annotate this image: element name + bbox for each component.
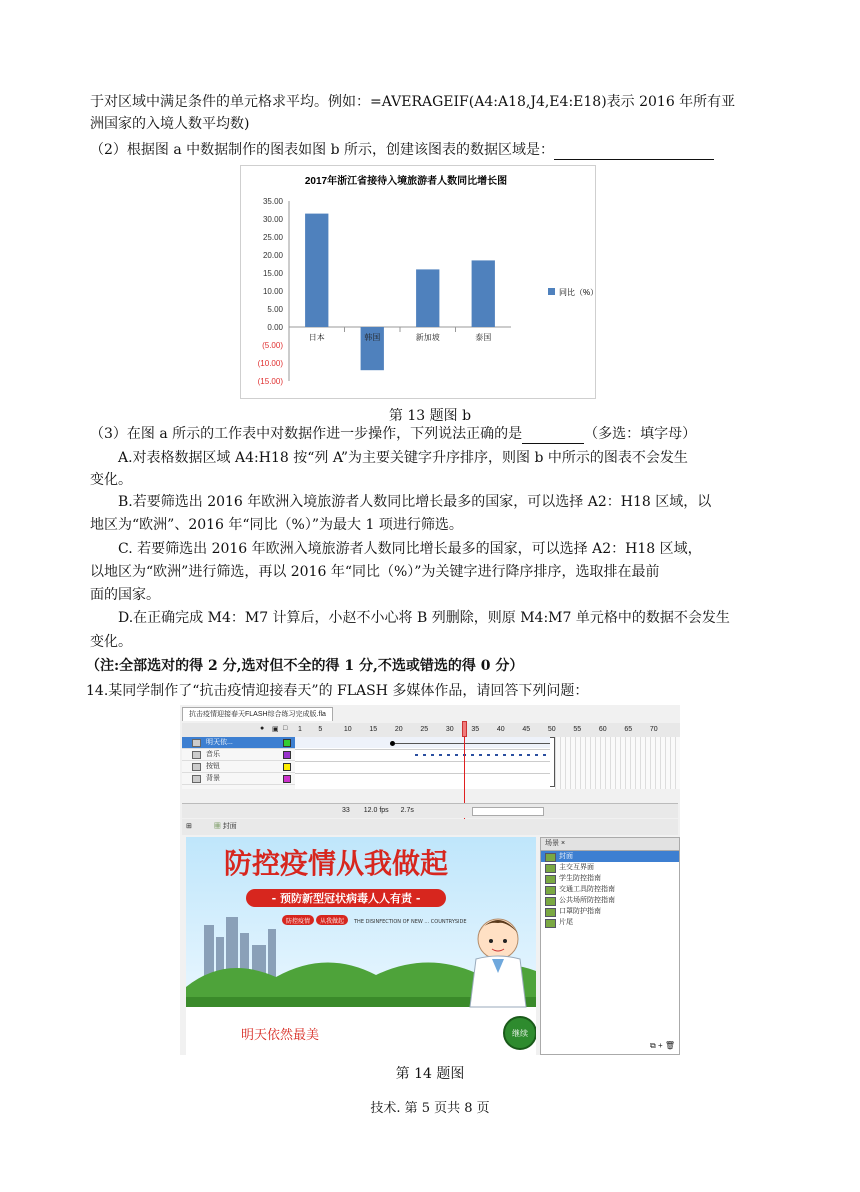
- scene-list: [541, 851, 679, 928]
- scene-name: 片尾: [559, 919, 573, 926]
- stage-artwork: [186, 837, 536, 1055]
- ruler-tick: 30: [445, 726, 454, 733]
- x-tick-label: 韩国: [364, 333, 381, 342]
- add-scene-icon[interactable]: +: [657, 1041, 663, 1050]
- intro-line-2: 洲国家的入境人数平均数): [90, 116, 250, 132]
- stage-badge-text: 明天依然最美: [241, 1028, 320, 1043]
- stage-subline: - 预防新型冠状病毒人人有责 -: [271, 892, 421, 905]
- question-3-tail: （多选：填字母）: [584, 426, 697, 442]
- option-c-line-1: C. 若要筛选出 2016 年欧洲入境旅游者人数同比增长最多的国家，可以选择 A2：H18 区域，: [118, 541, 702, 557]
- layer-list: [182, 737, 295, 789]
- eye-icon[interactable]: ●: [260, 725, 265, 732]
- scene-icon: [545, 864, 556, 873]
- chart-title: 2017年浙江省接待入境旅游者人数同比增长图: [304, 176, 508, 187]
- bar-chart: [240, 165, 596, 399]
- question-2: [90, 140, 714, 160]
- chart-svg: [241, 166, 595, 398]
- scene-icon: [545, 875, 556, 884]
- layer-color-swatch[interactable]: [283, 739, 291, 747]
- scene-breadcrumb: [182, 819, 678, 835]
- current-frame: 33: [342, 807, 350, 814]
- ruler-tick: 20: [394, 726, 403, 733]
- layer-row[interactable]: [182, 761, 295, 773]
- layer-name: 音乐: [206, 751, 220, 758]
- stage-tag-1: 防控疫情: [285, 918, 311, 925]
- sound-wave: [415, 754, 550, 756]
- layer-icon: [192, 739, 201, 747]
- y-tick-label: (5.00): [262, 341, 283, 350]
- ruler-tick: 1: [298, 726, 302, 733]
- ruler-tick: 60: [598, 726, 607, 733]
- layer-row[interactable]: [182, 773, 295, 785]
- legend-label: 同比（%）: [559, 288, 595, 297]
- y-tick-label: 10.00: [262, 287, 283, 296]
- scene-name: 学生防控指南: [559, 875, 601, 882]
- layer-icon: [192, 751, 201, 759]
- edit-scene-icon[interactable]: ⊞: [186, 823, 192, 830]
- option-d-line-1: D.在正确完成 M4：M7 计算后，小赵不小心将 B 列删除，则原 M4:M7 单元格中的数据不会发生: [118, 610, 730, 626]
- stage-headline: 防控疫情从我做起: [223, 847, 449, 880]
- layer-row[interactable]: [182, 749, 295, 761]
- scene-panel: [540, 837, 680, 1055]
- ruler-tick: 50: [547, 726, 556, 733]
- ruler-tick: 70: [649, 726, 658, 733]
- ruler-tick: 55: [573, 726, 582, 733]
- intro-line-1: 于对区域中满足条件的单元格求平均。例如：=AVERAGEIF(A4:A18,J4,E4:E18)表示 2016 年所有亚: [90, 94, 736, 110]
- ruler-tick: 15: [369, 726, 378, 733]
- option-b-line-1: B.若要筛选出 2016 年欧洲入境旅游者人数同比增长最多的国家，可以选择 A2：H18 区域，以: [118, 494, 712, 510]
- bar-3: [472, 260, 495, 327]
- stage-tag-2: 从我做起: [319, 918, 345, 925]
- current-scene-label[interactable]: 封面: [222, 823, 237, 830]
- layer-color-swatch[interactable]: [283, 775, 291, 783]
- scene-item[interactable]: [541, 873, 679, 884]
- answer-blank-q3[interactable]: [522, 429, 584, 444]
- y-tick-label: (15.00): [257, 377, 283, 386]
- layer-row[interactable]: [182, 737, 295, 749]
- figure-13b-caption: 第 13 题图 b: [388, 408, 472, 424]
- layer-color-swatch[interactable]: [283, 763, 291, 771]
- outline-icon[interactable]: □: [283, 725, 288, 732]
- scene-name: 主交互界面: [559, 864, 594, 871]
- scene-icon: ▦: [213, 823, 221, 830]
- layer-name: 按钮: [206, 763, 220, 770]
- y-tick-label: 15.00: [262, 269, 283, 278]
- flash-editor-screenshot: [180, 705, 680, 1055]
- layer-icon: [192, 775, 201, 783]
- scoring-note: （注:全部选对的得 2 分,选对但不全的得 1 分,不选或错选的得 0 分）: [86, 658, 524, 674]
- frame-rate: 12.0 fps: [363, 807, 389, 814]
- tween-line: [395, 743, 550, 744]
- y-tick-label: 5.00: [267, 305, 283, 314]
- option-a-line-2: 变化。: [90, 472, 132, 488]
- layer-name: 明天依...: [206, 739, 233, 746]
- option-a-line-1: A.对表格数据区域 A4:H18 按“列 A”为主要关键字升序排序，则图 b 中所示的图表不会发生: [118, 450, 688, 466]
- scene-item[interactable]: [541, 895, 679, 906]
- ruler-tick: 25: [420, 726, 429, 733]
- ruler-tick: 10: [343, 726, 352, 733]
- question-3: [90, 424, 696, 444]
- y-tick-label: 30.00: [262, 215, 283, 224]
- question-2-text: （2）根据图 a 中数据制作的图表如图 b 所示，创建该图表的数据区域是：: [90, 142, 555, 158]
- option-c-line-3: 面的国家。: [90, 587, 160, 603]
- scene-panel-header: [541, 838, 679, 851]
- y-tick-label: 35.00: [262, 197, 283, 206]
- x-tick-label: 泰国: [475, 333, 492, 342]
- scene-icon: [545, 908, 556, 917]
- legend-swatch: [548, 288, 555, 295]
- ruler-tick: 5: [318, 726, 323, 733]
- x-tick-label: 日本: [308, 333, 325, 342]
- elapsed-time: 2.7s: [400, 807, 414, 814]
- y-tick-label: 0.00: [267, 323, 283, 332]
- figure-14-caption: 第 14 题图: [395, 1066, 465, 1082]
- option-d-line-2: 变化。: [90, 634, 132, 650]
- scene-name: 封面: [559, 853, 573, 860]
- scene-panel-buttons: [650, 1041, 675, 1051]
- question-3-text: （3）在图 a 所示的工作表中对数据作进一步操作，下列说法正确的是: [90, 426, 523, 442]
- continue-button-label[interactable]: 继续: [512, 1029, 528, 1038]
- stage-english: THE DISINFECTION OF NEW ... COUNTRYSIDE: [354, 919, 467, 925]
- layer-icon: [192, 763, 201, 771]
- x-tick-label: 新加坡: [415, 333, 440, 342]
- scene-icon: [545, 886, 556, 895]
- bar-0: [305, 214, 328, 327]
- y-tick-label: 25.00: [262, 233, 283, 242]
- y-tick-label: 20.00: [262, 251, 283, 260]
- option-b-line-2: 地区为“欧洲”、2016 年“同比（%）”为最大 1 项进行筛选。: [90, 517, 463, 533]
- close-icon[interactable]: ×: [560, 840, 566, 847]
- scene-icon: [545, 919, 556, 928]
- scene-item[interactable]: [541, 917, 679, 928]
- scene-icon: [545, 853, 556, 862]
- page-footer: 技术. 第 5 页共 8 页: [370, 1101, 490, 1116]
- y-tick-label: (10.00): [257, 359, 283, 368]
- ruler-tick: 40: [496, 726, 505, 733]
- scene-name: 口罩防护指南: [559, 908, 601, 915]
- timeline-scrollbar[interactable]: [472, 807, 544, 816]
- layer-header: [182, 723, 295, 738]
- delete-scene-icon[interactable]: 🗑: [664, 1041, 675, 1050]
- scene-item[interactable]: [541, 851, 679, 862]
- document-tab[interactable]: 抗击疫情迎接春天FLASH综合练习完成版.fla: [182, 707, 333, 721]
- answer-blank-q2[interactable]: [554, 145, 714, 160]
- layer-name: 背景: [206, 775, 220, 782]
- scene-item[interactable]: [541, 906, 679, 917]
- ruler-tick: 45: [522, 726, 531, 733]
- timeline-frames[interactable]: [295, 737, 555, 789]
- scene-item[interactable]: [541, 884, 679, 895]
- scene-panel-title[interactable]: 场景: [545, 840, 559, 847]
- ruler-tick: 65: [624, 726, 633, 733]
- timeline-status-bar: [182, 803, 678, 818]
- empty-frame-grid: [555, 737, 680, 789]
- scene-name: 交通工具防控指南: [559, 886, 615, 893]
- scene-icon: [545, 897, 556, 906]
- bar-2: [416, 269, 439, 327]
- layer-color-swatch[interactable]: [283, 751, 291, 759]
- scene-item[interactable]: [541, 862, 679, 873]
- ruler-tick: 35: [471, 726, 480, 733]
- timeline-ruler[interactable]: [295, 723, 680, 738]
- option-c-line-2: 以地区为“欧洲”进行筛选，再以 2016 年“同比（%）”为关键字进行降序排序，选取排在最前: [90, 564, 660, 580]
- duplicate-scene-icon[interactable]: ⧉: [649, 1041, 656, 1050]
- scene-name: 公共场所防控指南: [559, 897, 615, 904]
- question-14: 14.某同学制作了“抗击疫情迎接春天”的 FLASH 多媒体作品，请回答下列问题：: [86, 683, 589, 699]
- lock-icon[interactable]: ▣: [272, 726, 279, 733]
- stage[interactable]: [186, 837, 536, 1055]
